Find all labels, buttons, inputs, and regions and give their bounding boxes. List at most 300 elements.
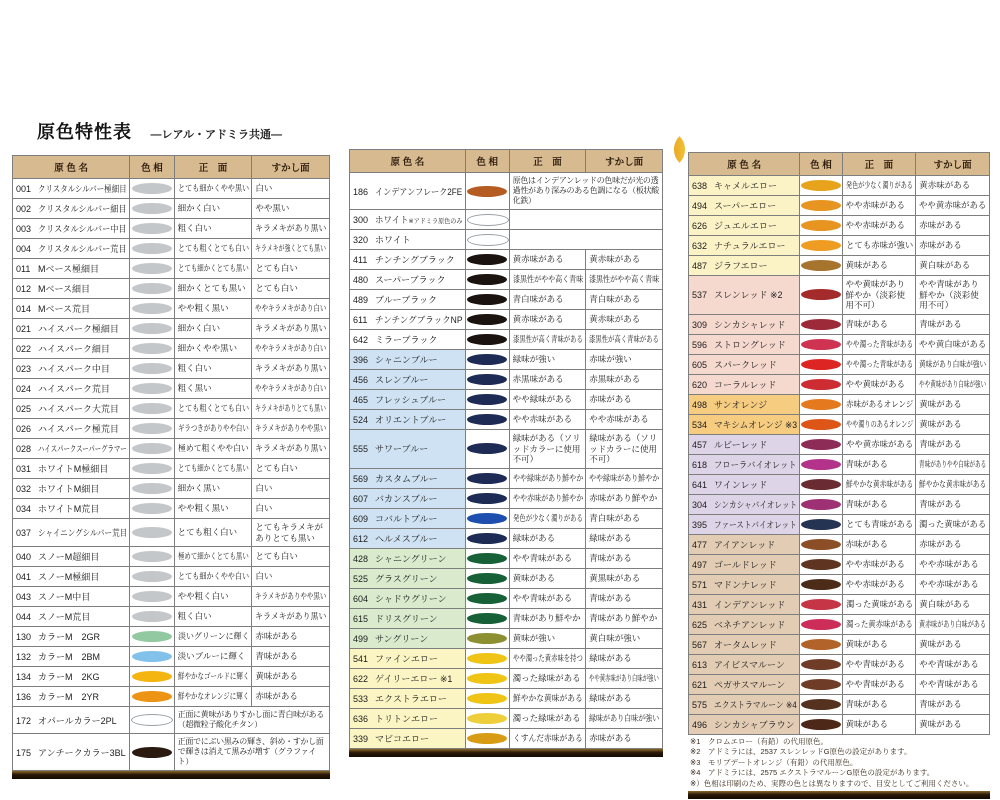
through-cell: [916, 216, 990, 236]
table-row: [350, 330, 663, 350]
hue-cell: [800, 374, 842, 394]
through-cell-text: 赤味があり鮮やか: [589, 493, 658, 504]
hue-cell: [800, 196, 842, 216]
through-cell: [252, 499, 330, 519]
front-cell: [509, 370, 586, 390]
description-cell: [509, 230, 662, 250]
footnote: ※2 アドミラには、2537 スレンレッドG原色の設定があります。: [690, 747, 912, 757]
through-cell-text: 青味がある: [919, 699, 962, 710]
color-name-cell: [13, 439, 130, 459]
through-cell: [252, 359, 330, 379]
color-swatch: [467, 533, 507, 544]
color-name-wrap: [375, 732, 429, 745]
color-code: 172: [16, 715, 32, 726]
color-name-cell: [13, 299, 130, 319]
color-name: コーラルレッド: [714, 379, 777, 390]
front-cell: [842, 276, 916, 315]
through-cell: [252, 587, 330, 607]
through-cell: [252, 479, 330, 499]
hue-cell: [800, 454, 842, 474]
color-name-cell: [689, 354, 800, 374]
hue-cell: [130, 259, 174, 279]
color-swatch: [467, 374, 507, 385]
color-swatch: [801, 359, 841, 370]
color-name-wrap: [375, 213, 463, 226]
color-name-cell: [13, 359, 130, 379]
color-name: マドンナレッド: [714, 579, 777, 590]
through-cell: [252, 379, 330, 399]
table-row: [13, 734, 330, 771]
color-name-wrap: [375, 373, 428, 386]
table-row: [13, 239, 330, 259]
color-name-cell: [689, 654, 800, 674]
through-cell-text: 青味がある: [919, 439, 962, 450]
hue-cell: [800, 494, 842, 514]
color-swatch: [801, 180, 841, 191]
table-row: [350, 270, 663, 290]
color-name: アイアンレッド: [714, 539, 776, 550]
hue-cell: [465, 350, 509, 370]
table-row: [350, 250, 663, 270]
color-name-cell: [350, 668, 466, 688]
front-cell-text: やや粗く黒い: [177, 503, 229, 514]
color-name: シャニンブルー: [375, 355, 438, 365]
hue-cell: [465, 648, 509, 668]
color-name-cell: [13, 519, 130, 547]
through-cell-text: 黄味がある: [255, 671, 298, 682]
color-name: スノーM極細目: [38, 572, 100, 583]
through-cell-text: やや黄赤味があり白味が強い: [589, 673, 660, 684]
table-row: [13, 179, 330, 199]
color-swatch: [801, 619, 841, 630]
hue-cell: [130, 419, 174, 439]
front-cell-text: 黄赤味がある: [512, 254, 564, 265]
color-name-wrap: [38, 714, 117, 727]
table-row: [350, 628, 663, 648]
color-name-wrap: [375, 472, 438, 485]
color-name: インデアンレッド: [714, 599, 786, 610]
color-name-wrap: [714, 418, 797, 431]
front-cell-text: やや黄赤味がある: [845, 439, 913, 450]
color-code: 596: [692, 339, 708, 350]
table-row: [689, 714, 990, 734]
front-cell: [842, 494, 916, 514]
hue-cell: [800, 534, 842, 554]
through-cell-text: 青味がある: [255, 651, 298, 662]
color-name: Mベース極細目: [38, 264, 100, 274]
column-header-name: 原 色 名: [689, 153, 800, 176]
front-cell-text: とても粗くとても白い: [177, 403, 249, 414]
hue-cell: [800, 694, 842, 714]
front-cell-text: とても粗く白い: [177, 527, 238, 538]
color-name-cell: [689, 374, 800, 394]
color-swatch: [132, 403, 172, 414]
color-name: カラーM 2GR: [38, 632, 101, 643]
hue-cell: [465, 688, 509, 708]
color-name-wrap: [714, 199, 776, 212]
color-name-cell: [350, 548, 466, 568]
color-code: 612: [353, 533, 369, 544]
color-code: 003: [16, 224, 32, 234]
color-name-cell: [350, 290, 466, 310]
front-cell-text: 濁った黄赤味がある: [845, 619, 913, 630]
hue-cell: [130, 219, 174, 239]
table-row: [689, 334, 990, 354]
table-row: [350, 488, 663, 508]
color-name: ホワイトM極細目: [38, 464, 109, 474]
color-name: カスタムブルー: [375, 473, 438, 484]
color-name-cell: [689, 574, 800, 594]
through-cell: [252, 319, 330, 339]
color-name: ホワイト: [375, 235, 411, 245]
through-cell-text: 黄味がある: [919, 419, 962, 430]
front-cell-text: 黄赤味がある: [512, 314, 564, 325]
hue-cell: [800, 714, 842, 734]
table-row: [13, 299, 330, 319]
color-name-cell: [350, 370, 466, 390]
description-cell: [509, 210, 662, 230]
color-name: ワインレッド: [714, 479, 768, 490]
color-name-wrap: [714, 678, 785, 691]
color-name: スレンブルー: [375, 375, 429, 385]
front-cell: [842, 614, 916, 634]
hue-cell: [130, 499, 174, 519]
table-row: [13, 627, 330, 647]
color-name-cell: [689, 216, 800, 236]
color-name-wrap: [714, 538, 775, 551]
front-cell-text: やや濁った青味がある: [845, 359, 913, 370]
through-cell-text: 青白味がある: [589, 513, 641, 524]
color-name-cell: [13, 547, 130, 567]
front-cell-text: 淡いグリーンに輝く: [177, 631, 250, 642]
front-cell: [509, 528, 586, 548]
color-name: ブルーブラック: [375, 295, 438, 305]
front-cell: [174, 419, 252, 439]
color-swatch: [467, 713, 507, 724]
through-cell-text: やや黒い: [255, 203, 290, 214]
color-name: ベネチアンレッド: [714, 619, 786, 630]
table-row: [689, 196, 990, 216]
through-cell-text: 黄味がある: [919, 719, 962, 730]
color-swatch: [467, 314, 507, 325]
color-name-cell: [13, 399, 130, 419]
color-name: ハイスパーク荒目: [38, 384, 110, 394]
color-swatch: [801, 719, 841, 730]
color-name: ハイスパーク極細目: [38, 324, 119, 334]
color-name-wrap: [714, 658, 785, 671]
color-name-wrap: [38, 362, 110, 375]
footnotes: [688, 735, 990, 792]
color-code: 613: [692, 659, 708, 670]
through-cell: [252, 279, 330, 299]
hue-cell: [130, 519, 174, 547]
color-name: ヘルメスブルー: [375, 533, 438, 544]
color-name-cell: [13, 567, 130, 587]
color-code: 339: [353, 733, 369, 744]
color-code: 571: [692, 579, 708, 590]
color-name-wrap: [375, 233, 411, 246]
through-cell-text: 青味がある: [589, 553, 632, 564]
color-code: 026: [16, 424, 32, 434]
table-row: [13, 439, 330, 459]
hue-cell: [130, 359, 174, 379]
color-swatch: [132, 503, 172, 514]
front-cell: [174, 299, 252, 319]
front-cell-text: やや濁りのあるオレンジ: [845, 419, 913, 430]
front-cell-text: 黄味がある: [512, 573, 556, 584]
through-cell-text: 緑味がある（ソリッドカラーに使用不可）: [589, 433, 658, 465]
through-cell: [586, 608, 663, 628]
table-row: [350, 468, 663, 488]
through-cell: [916, 434, 990, 454]
hue-cell: [465, 728, 509, 748]
through-cell-text: やや黄赤味がある: [919, 200, 987, 211]
table-row: [689, 574, 990, 594]
front-cell: [174, 459, 252, 479]
color-swatch: [132, 571, 172, 582]
front-cell: [509, 270, 586, 290]
column-header-name: 原 色 名: [350, 150, 466, 173]
hue-cell: [130, 667, 174, 687]
front-cell-text: 鮮やかな黄味がある: [512, 693, 583, 704]
color-name-cell: [350, 430, 466, 469]
color-code: 132: [16, 652, 32, 663]
color-swatch: [132, 223, 172, 234]
front-cell-text: 鮮やかな黄赤味がある: [845, 479, 913, 490]
color-code: 014: [16, 304, 32, 314]
color-name: スレンレッド ※2: [714, 290, 783, 301]
through-cell-text: とてもキラメキがありとても黒い: [255, 522, 324, 543]
through-cell-text: 赤黒味がある: [589, 374, 641, 385]
color-name-cell: [350, 508, 466, 528]
color-code: 428: [353, 553, 369, 564]
color-name-cell: [350, 250, 466, 270]
through-cell-text: やや黄味があり白味が強い: [919, 379, 987, 390]
through-cell-text: とても白い: [255, 463, 298, 474]
color-name-cell: [350, 568, 466, 588]
color-name-cell: [13, 499, 130, 519]
hue-cell: [130, 239, 174, 259]
color-name-wrap: [38, 182, 127, 195]
hue-cell: [465, 390, 509, 410]
through-cell: [586, 668, 663, 688]
color-code: 537: [692, 290, 708, 301]
color-name-cell: [13, 179, 130, 199]
through-cell-text: とても白い: [255, 551, 298, 562]
color-name-cell: [350, 270, 466, 290]
color-name-cell: [350, 210, 466, 230]
front-cell: [509, 250, 586, 270]
table-row: [13, 339, 330, 359]
through-cell-text: 緑味がある: [589, 533, 632, 544]
through-cell: [916, 276, 990, 315]
hue-cell: [465, 290, 509, 310]
front-cell-text: やや青味がある: [512, 553, 573, 564]
through-cell-text: やや赤味がある: [589, 414, 649, 425]
color-swatch: [801, 339, 841, 350]
table-row: [689, 314, 990, 334]
front-cell: [174, 179, 252, 199]
color-swatch: [467, 473, 507, 484]
front-cell-text: とても青味がある: [845, 519, 913, 530]
color-name-wrap: [38, 282, 90, 295]
color-name-wrap: [38, 222, 127, 235]
color-name: カラーM 2YR: [38, 692, 100, 703]
color-name-wrap: [714, 578, 777, 591]
color-name: トリトンエロー: [375, 713, 439, 724]
column-header-through: すかし面: [252, 156, 330, 179]
color-name-wrap: [714, 378, 776, 391]
front-cell-text: やや濁った青味がある: [845, 339, 913, 350]
table-row: [689, 474, 990, 494]
color-swatch: [132, 343, 172, 354]
color-name-wrap: [714, 259, 768, 272]
front-cell-text: 細かくやや黒い: [177, 343, 238, 354]
through-cell: [586, 528, 663, 548]
through-cell-text: 黄白味が強い: [589, 633, 641, 644]
color-code: 186: [353, 186, 369, 197]
table-row: [13, 259, 330, 279]
table-row: [13, 587, 330, 607]
table-row: [689, 434, 990, 454]
color-name-wrap: [714, 718, 795, 731]
front-cell: [174, 547, 252, 567]
front-cell: [174, 499, 252, 519]
through-cell-text: 赤味がある: [919, 240, 962, 251]
table-row: [689, 594, 990, 614]
front-cell: [842, 474, 916, 494]
color-code: 044: [16, 612, 32, 623]
through-cell: [586, 410, 663, 430]
color-swatch: [132, 363, 172, 374]
front-cell-text: やや赤味がある: [845, 200, 906, 211]
column-header-hue: 色 相: [130, 156, 174, 179]
front-cell-text: 黄味がある: [845, 639, 889, 650]
color-name-wrap: [38, 302, 90, 315]
table-container: [688, 152, 990, 735]
color-name-cell: [350, 468, 466, 488]
color-name-wrap: [375, 333, 437, 346]
color-name-wrap: [714, 338, 786, 351]
color-name: シンカシャブラウン: [714, 719, 795, 730]
color-name: マビコエロー: [375, 733, 430, 744]
table-row: [13, 379, 330, 399]
front-cell: [174, 519, 252, 547]
through-cell: [916, 534, 990, 554]
through-cell: [252, 179, 330, 199]
front-cell: [509, 688, 586, 708]
through-cell: [252, 199, 330, 219]
color-name: ハイスパーク中目: [38, 364, 110, 374]
color-name-cell: [350, 588, 466, 608]
color-swatch: [132, 203, 172, 214]
color-name-wrap: [38, 462, 108, 475]
color-name-wrap: [38, 610, 90, 623]
color-name-wrap: [714, 438, 767, 451]
hue-cell: [130, 279, 174, 299]
color-name-cell: [13, 199, 130, 219]
color-name-wrap: [375, 632, 428, 645]
hue-cell: [465, 468, 509, 488]
front-cell-text: やや赤味があり鮮やか: [512, 493, 583, 504]
color-name-cell: [350, 230, 466, 250]
through-cell: [916, 196, 990, 216]
color-code: 002: [16, 204, 32, 214]
hue-cell: [130, 439, 174, 459]
front-cell-text: 漆黒性が高く青味がある: [512, 334, 583, 345]
color-swatch: [801, 579, 841, 590]
hue-cell: [465, 568, 509, 588]
table-row: [689, 514, 990, 534]
table-row: [13, 567, 330, 587]
front-cell: [842, 594, 916, 614]
table-row: [13, 279, 330, 299]
front-cell: [842, 534, 916, 554]
color-name-wrap: [714, 598, 785, 611]
color-name-wrap: [38, 262, 99, 275]
color-name: クリスタルシルバー細目: [38, 204, 127, 214]
color-name-cell: [689, 256, 800, 276]
description-cell: [174, 707, 329, 734]
color-code: 456: [353, 375, 369, 385]
color-name: アンチークカラー3BL: [38, 747, 126, 758]
color-name-wrap: [714, 398, 767, 411]
front-cell: [842, 654, 916, 674]
color-name: スーパーエロー: [714, 201, 777, 211]
table-row: [350, 668, 663, 688]
color-name-wrap: [714, 558, 777, 571]
color-name-cell: [13, 219, 130, 239]
color-name-wrap: [375, 273, 445, 286]
column-header-hue: 色 相: [465, 150, 509, 173]
front-cell-text: 青味がある: [845, 459, 889, 470]
through-cell: [916, 176, 990, 196]
color-name: ホワイト: [375, 215, 409, 225]
color-name: ゲイリーエロー ※1: [375, 673, 453, 684]
front-cell: [174, 259, 252, 279]
color-name-cell: [689, 714, 800, 734]
color-name-wrap: [38, 690, 99, 703]
hue-cell: [800, 614, 842, 634]
hue-cell: [465, 270, 509, 290]
through-cell-text: とても白い: [255, 263, 298, 274]
hue-cell: [465, 668, 509, 688]
color-name-cell: [689, 514, 800, 534]
color-swatch: [467, 493, 507, 504]
color-code: 575: [692, 699, 708, 710]
through-cell-text: キラメキがありやや黒い: [255, 423, 327, 434]
hue-cell: [130, 607, 174, 627]
through-cell-text: やや青味がある: [919, 659, 979, 670]
hue-cell: [800, 634, 842, 654]
description-cell: [174, 734, 329, 771]
color-swatch: [467, 653, 507, 664]
color-name-cell: [13, 279, 130, 299]
color-code: 028: [16, 444, 32, 454]
front-cell-text: 青味がある: [845, 699, 889, 710]
front-cell-text: とても細かくとても黒い: [177, 263, 249, 274]
hue-cell: [800, 474, 842, 494]
color-name-cell: [350, 608, 466, 628]
color-swatch: [132, 443, 172, 454]
front-cell-text: やや赤味がある: [512, 414, 573, 425]
through-cell: [916, 714, 990, 734]
color-swatch: [132, 183, 172, 194]
color-swatch: [801, 599, 841, 610]
table-row: [13, 707, 330, 734]
front-cell: [842, 454, 916, 474]
table-row: [13, 319, 330, 339]
